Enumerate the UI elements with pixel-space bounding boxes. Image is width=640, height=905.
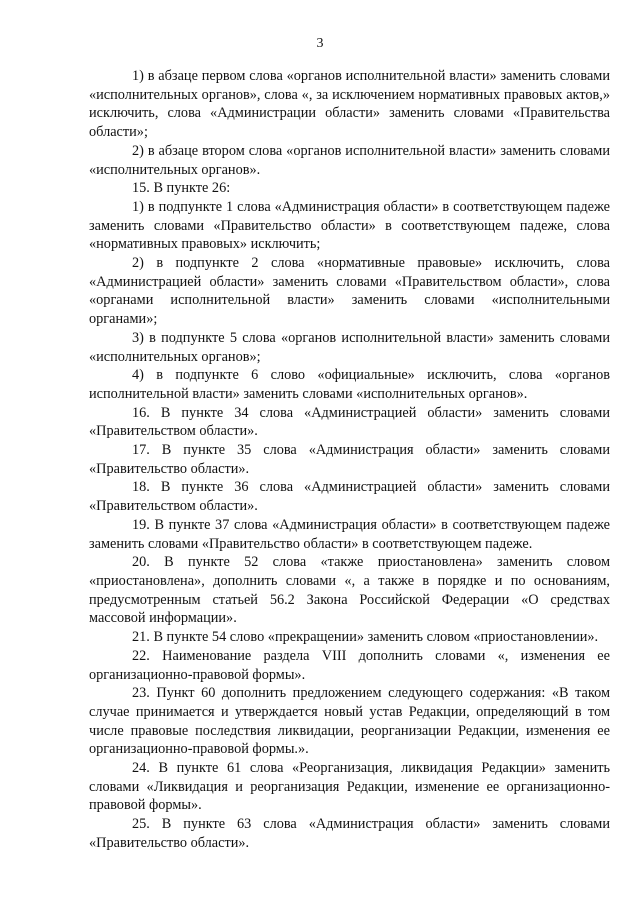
paragraph-item-17: 17. В пункте 35 слова «Администрация области» заменить словами «Правительство области». <box>89 442 610 477</box>
paragraph-item-15-sub-3: 3) в подпункте 5 слова «органов исполнительной власти» заменить словами «исполнительных органов»; <box>89 329 610 365</box>
paragraph-item-15-sub-2: 2) в подпункте 2 слова «нормативные правовые» исключить, слова «Администрацией области» заменить словами «Правительством области», слова «органами исполнительной власти» заменить словами «исполнительными органами»; <box>89 255 610 328</box>
paragraph-item-18: 18. В пункте 36 слова «Администрацией области» заменить словами «Правительством области». <box>89 479 610 515</box>
paragraph-item-24: 24. В пункте 61 слова «Реорганизация, ликвидация Редакции» заменить словами «Ликвидация и реорганизация Редакции, изменение ее организационно-правовой формы». <box>89 760 610 814</box>
paragraph-item-20: 20. В пункте 52 слова «также приостановлена» заменить словом «приостановлена», дополнить словами «, а также в порядке и по основаниям, предусмотренным статьей 56.2 Закона Российской Федерации «О средствах массовой информации». <box>89 554 610 627</box>
document-body <box>89 67 610 853</box>
paragraph-item-22: 22. Наименование раздела VIII дополнить словами «, изменения ее организационно-правовой формы». <box>89 647 610 683</box>
paragraph-item-15-sub-1: 1) в подпункте 1 слова «Администрация области» в соответствующем падеже заменить словами «Правительство области» в соответствующем падеже, слова «нормативных правовых» исключить; <box>89 198 610 253</box>
paragraph-amend-2: 2) в абзаце втором слова «органов исполнительной власти» заменить словами «исполнительных органов». <box>89 142 610 178</box>
paragraph-item-21: 21. В пункте 54 слово «прекращении» заменить словом «приостановлении». <box>132 629 599 646</box>
paragraph-item-19: 19. В пункте 37 слова «Администрация области» в соответствующем падеже заменить словами «Правительство области» в соответствующем падеже. <box>89 516 610 552</box>
page-number: 3 <box>316 36 324 51</box>
paragraph-item-16: 16. В пункте 34 слова «Администрацией области» заменить словами «Правительством области». <box>89 404 610 440</box>
paragraph-item-25: 25. В пункте 63 слова «Администрация области» заменить словами «Правительство области». <box>89 816 610 851</box>
paragraph-amend-1: 1) в абзаце первом слова «органов исполнительной власти» заменить словами «исполнительных органов», слова «, за исключением нормативных правовых актов,» исключить, слова «Администрации области» заменить словами «Правительства области»; <box>89 68 610 141</box>
paragraph-item-23: 23. Пункт 60 дополнить предложением следующего содержания: «В таком случае принимается и утверждается новый устав Редакции, определяющий в том числе правовые последствия ликвидации, реорганизации Редакции, изменения ее организационно-правовой формы.». <box>89 685 610 758</box>
paragraph-item-15-sub-4: 4) в подпункте 6 слово «официальные» исключить, слова «органов исполнительной власти» заменить словами «исполнительных органов». <box>89 367 610 402</box>
paragraph-item-15: 15. В пункте 26: <box>132 180 231 197</box>
